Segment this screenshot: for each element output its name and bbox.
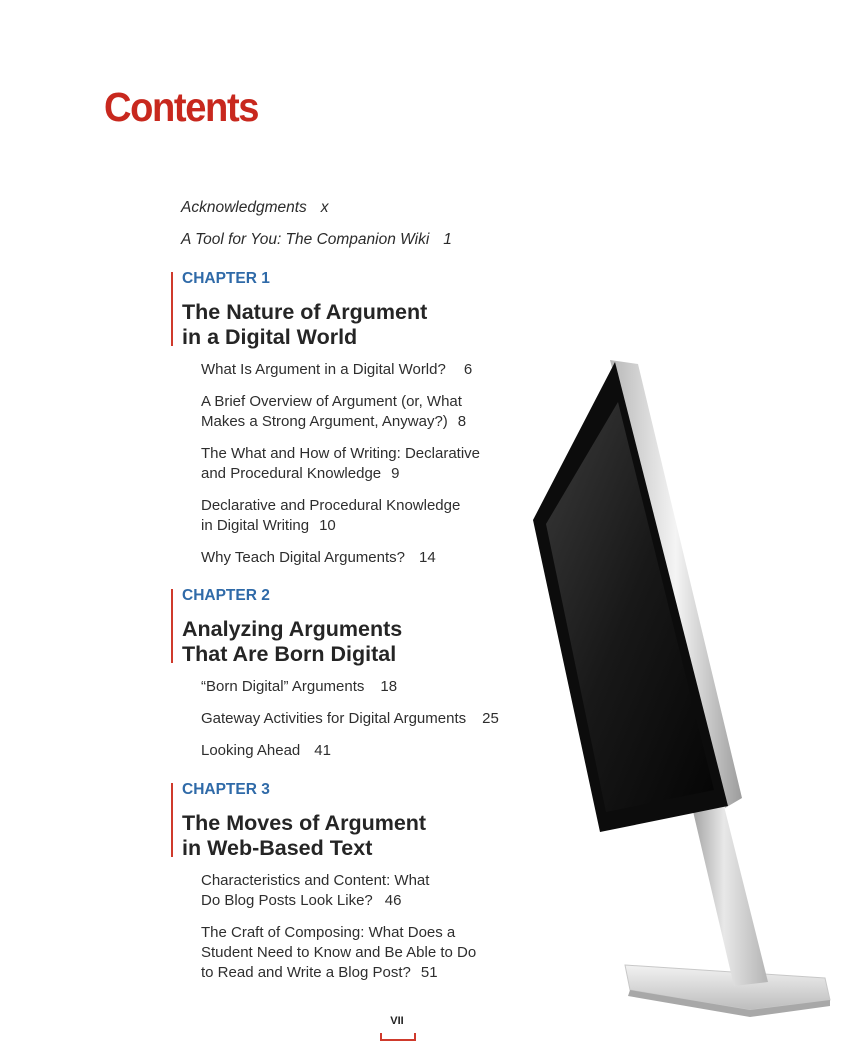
toc-entry[interactable] (201, 496, 460, 536)
entry-title: What Is Argument in a Digital World? (201, 361, 446, 378)
chapter-label: CHAPTER 2 (182, 587, 270, 604)
toc-entry[interactable] (201, 741, 331, 761)
chapter-label: CHAPTER 3 (182, 781, 270, 798)
chapter-title-line: Analyzing Arguments (182, 617, 403, 641)
page-number: VII (390, 1015, 404, 1027)
entry-page: 6 (463, 361, 473, 378)
entry-title: A Tool for You: The Companion Wiki (181, 231, 430, 248)
chapter-title-line: in Web-Based Text (182, 836, 373, 860)
entry-title-line: to Read and Write a Blog Post? (201, 964, 411, 981)
entry-title-line: The Craft of Composing: What Does a (201, 924, 456, 941)
toc-entry[interactable] (201, 871, 429, 911)
chapter-title[interactable] (182, 300, 427, 350)
monitor-stand (688, 790, 768, 986)
monitor-base (625, 965, 830, 1017)
chapter-title-line: in a Digital World (182, 325, 358, 349)
entry-title: “Born Digital” Arguments (201, 678, 365, 695)
entry-page: 10 (319, 517, 336, 534)
entry-title-line: Makes a Strong Argument, Anyway?) (201, 413, 448, 430)
entry-page: 51 (420, 964, 438, 981)
toc-entry[interactable] (201, 709, 499, 729)
page-title: Contents (104, 84, 259, 130)
entry-title: Acknowledgments (181, 199, 307, 216)
chapter-title-line: The Moves of Argument (182, 811, 427, 835)
toc-entry[interactable] (201, 392, 466, 432)
entry-title-line: Do Blog Posts Look Like? (201, 892, 373, 909)
chapter-title-line: The Nature of Argument (182, 300, 428, 324)
chapter-title[interactable] (182, 811, 426, 861)
entry-page: 18 (380, 678, 398, 695)
entry-title-line: The What and How of Writing: Declarative (201, 445, 481, 462)
chapter-accent-bar (171, 589, 173, 663)
entry-title: Why Teach Digital Arguments? (201, 549, 405, 566)
entry-title: Looking Ahead (201, 742, 301, 759)
toc-entry[interactable] (201, 677, 397, 697)
entry-title-line: Student Need to Know and Be Able to Do (201, 944, 477, 961)
entry-page: 41 (314, 742, 331, 759)
toc-entry[interactable] (201, 548, 436, 568)
entry-page: 25 (482, 710, 499, 727)
entry-page: 1 (443, 231, 452, 248)
entry-title-line: Declarative and Procedural Knowledge (201, 497, 461, 514)
toc-entry[interactable] (201, 923, 476, 983)
computer-monitor-illustration (520, 350, 840, 1020)
entry-page: 14 (419, 549, 436, 566)
entry-title-line: Characteristics and Content: What (201, 872, 430, 889)
entry-page: 8 (457, 413, 467, 430)
chapter-accent-bar (171, 272, 173, 346)
toc-entry-companion-wiki[interactable] (181, 231, 452, 249)
chapter-title[interactable] (182, 617, 402, 667)
chapter-title-line: That Are Born Digital (182, 642, 397, 666)
entry-title-line: in Digital Writing (201, 517, 310, 534)
chapter-accent-bar (171, 783, 173, 857)
toc-entry-acknowledgments[interactable] (181, 199, 329, 217)
entry-page: 9 (391, 465, 400, 482)
entry-page: 46 (384, 892, 402, 909)
entry-title: Gateway Activities for Digital Arguments (201, 710, 467, 727)
toc-entry[interactable] (201, 360, 472, 380)
entry-title-line: and Procedural Knowledge (201, 465, 382, 482)
entry-title-line: A Brief Overview of Argument (or, What (201, 393, 462, 410)
chapter-label: CHAPTER 1 (182, 270, 270, 287)
toc-entry[interactable] (201, 444, 480, 484)
entry-page: x (320, 199, 329, 216)
page-number-bracket (380, 1033, 416, 1041)
